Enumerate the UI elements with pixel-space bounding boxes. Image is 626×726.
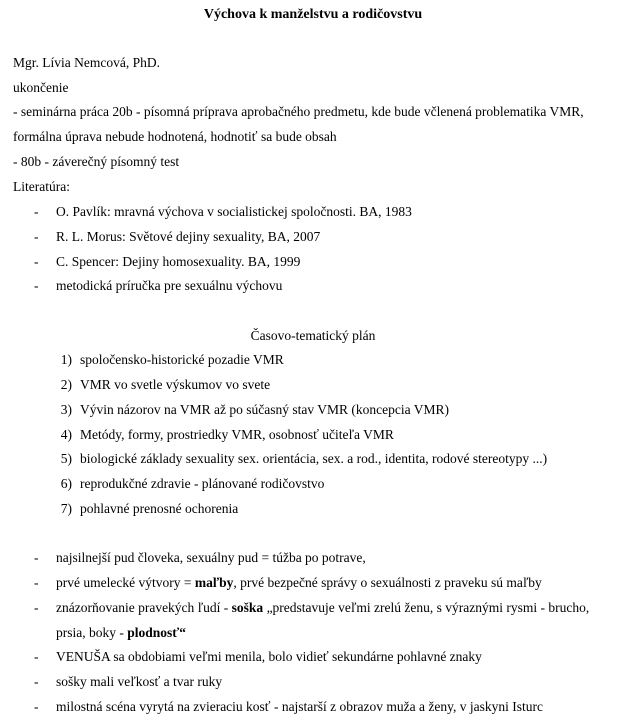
note-text: najsilnejší pud človeka, sexuálny pud = túžba po potrave,: [56, 550, 366, 565]
plan-text: Vývin názorov na VMR až po súčasný stav VMR (koncepcia VMR): [80, 402, 449, 417]
plan-number: 5): [60, 451, 72, 466]
note-text: milostná scéna vyrytá na zvieraciu kosť - najstarší z obrazov muža a ženy, v jaskyni Isturc: [56, 699, 543, 714]
note-bold-term: maľby: [194, 575, 234, 590]
list-dash: -: [34, 674, 39, 689]
document-title: Výchova k manželstvu a rodičovstvu: [203, 7, 423, 22]
plan-text: spoločensko-historické pozadie VMR: [80, 352, 284, 367]
note-text: sošky mali veľkosť a tvar ruky: [56, 674, 223, 689]
list-dash: -: [34, 649, 39, 664]
literature-text: metodická príručka pre sexuálnu výchovu: [56, 278, 283, 293]
plan-number: 2): [60, 377, 72, 392]
note-text: VENUŠA sa obdobiami veľmi menila, bolo vidieť sekundárne pohlavné znaky: [56, 649, 482, 664]
completion-line-1: - seminárna práca 20b - písomná príprava aprobačného predmetu, kde bude včlenená problematika VMR,: [13, 104, 584, 119]
completion-line-2: formálna úprava nebude hodnotená, hodnotiť sa bude obsah: [13, 129, 337, 144]
list-dash: -: [34, 229, 39, 244]
list-dash: -: [34, 575, 39, 590]
literature-text: R. L. Morus: Světové dejiny sexuality, BA, 2007: [56, 229, 321, 244]
note-continuation: [56, 625, 186, 641]
plan-text: pohlavné prenosné ochorenia: [80, 501, 239, 516]
list-dash: -: [34, 699, 39, 714]
list-dash: -: [34, 254, 39, 269]
plan-number: 4): [60, 427, 72, 442]
plan-number: 3): [60, 402, 72, 417]
plan-text: Metódy, formy, prostriedky VMR, osobnosť učiteľa VMR: [80, 427, 394, 442]
plan-text: reprodukčné zdravie - plánované rodičovstvo: [80, 476, 325, 491]
note-text: [56, 600, 589, 616]
list-dash: -: [34, 204, 39, 219]
plan-number: 7): [60, 501, 72, 516]
note-bold-term: plodnosť“: [127, 625, 187, 640]
plan-number: 6): [60, 476, 72, 491]
plan-number: 1): [60, 352, 72, 367]
completion-line-3: - 80b - záverečný písomný test: [13, 154, 180, 169]
note-bold-term: soška: [231, 600, 264, 615]
list-dash: -: [34, 600, 39, 615]
note-text-part: , prvé bezpečné správy o sexuálnosti z praveku sú maľby: [233, 575, 542, 590]
plan-text: VMR vo svetle výskumov vo svete: [80, 377, 271, 392]
literature-text: C. Spencer: Dejiny homosexuality. BA, 1999: [56, 254, 301, 269]
note-text-part: „predstavuje veľmi zrelú ženu, s výraznými rysmi - brucho,: [263, 600, 590, 615]
completion-label: ukončenie: [13, 80, 69, 95]
list-dash: -: [34, 550, 39, 565]
author: Mgr. Lívia Nemcová, PhD.: [13, 55, 160, 70]
plan-title: Časovo-tematický plán: [250, 328, 376, 343]
plan-text: biologické základy sexuality sex. orientácia, sex. a rod., identita, rodové stereotypy ...): [80, 451, 548, 466]
literature-text: O. Pavlík: mravná výchova v socialistickej spoločnosti. BA, 1983: [56, 204, 412, 219]
list-dash: -: [34, 278, 39, 293]
note-text-part: prvé umelecké výtvory =: [56, 575, 195, 590]
note-text-part: znázorňovanie pravekých ľudí -: [56, 600, 232, 615]
literature-label: Literatúra:: [13, 179, 70, 194]
note-text-part: prsia, boky -: [56, 625, 128, 640]
note-text: [56, 575, 542, 591]
